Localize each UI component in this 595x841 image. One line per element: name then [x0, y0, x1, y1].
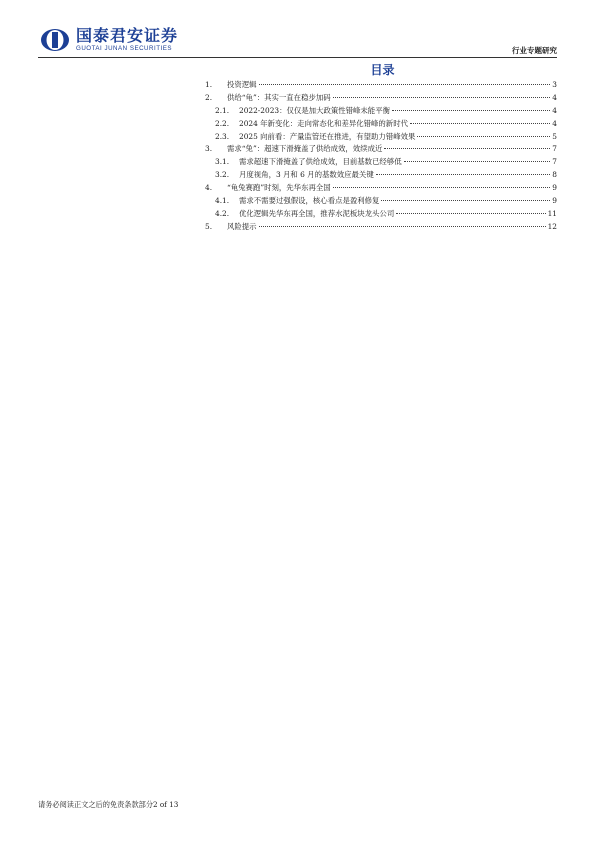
toc-entry-title: 需求不需要过强假设，核心看点是盈利修复: [239, 196, 380, 206]
toc-entry-title: 需求超速下滑掩盖了供给成效，目前基数已经够低: [239, 157, 402, 167]
toc-entry-page: 4: [552, 92, 557, 102]
toc-entry-title: 2025 向前看：产量监管还在推进，有望助力错峰效果: [239, 131, 416, 141]
toc-entry-page: 11: [547, 208, 557, 218]
toc-entry-page: 4: [552, 105, 557, 115]
toc-entry-title: 供给“龟”：其实一直在稳步加码: [227, 92, 331, 102]
toc-entry[interactable]: [205, 208, 557, 221]
toc-entry[interactable]: [205, 79, 557, 92]
toc-entry-page: 12: [547, 221, 557, 231]
toc-entry[interactable]: [205, 143, 557, 156]
header-divider: [38, 57, 557, 58]
toc-entry[interactable]: [205, 221, 557, 234]
toc-entry-title: 投资逻辑: [227, 80, 257, 89]
toc-dot-leader: [381, 200, 550, 201]
toc-entry[interactable]: [205, 92, 557, 105]
logo-chinese-name: 国泰君安证券: [76, 26, 179, 45]
toc-entry-page: 8: [552, 170, 557, 180]
toc-entry-title: 2024 年新变化：走向常态化和差异化错峰的新时代: [239, 118, 408, 128]
toc-entry[interactable]: [205, 195, 557, 208]
toc-entry[interactable]: [205, 169, 557, 182]
toc-dot-leader: [384, 148, 550, 149]
logo-english-name: GUOTAI JUNAN SECURITIES: [76, 45, 172, 52]
toc-entry-page: 3: [552, 80, 557, 89]
table-of-contents: [205, 79, 557, 234]
toc-entry-page: 9: [552, 183, 557, 193]
toc-entry[interactable]: [205, 131, 557, 144]
toc-dot-leader: [396, 213, 545, 214]
logo-emblem-icon: [40, 28, 70, 52]
toc-entry-number: 3.1.: [215, 157, 230, 167]
toc-entry[interactable]: [205, 118, 557, 131]
toc-dot-leader: [259, 226, 546, 227]
toc-dot-leader: [410, 123, 550, 124]
toc-entry-page: 7: [552, 144, 557, 154]
report-type-label: 行业专题研究: [512, 46, 557, 55]
toc-entry-title: 优化逻辑先华东再全国，推荐水泥板块龙头公司: [239, 208, 395, 218]
toc-entry-number: 2.2.: [215, 118, 230, 128]
toc-dot-leader: [404, 161, 551, 162]
toc-entry-number: 4.2.: [215, 208, 230, 218]
toc-entry-number: 3.2.: [215, 170, 230, 180]
toc-dot-leader: [392, 110, 550, 111]
toc-entry-title: 需求“兔”：超速下滑掩盖了供给成效，效续成近: [227, 144, 383, 154]
toc-entry-number: 1.: [205, 80, 213, 89]
toc-entry-number: 4.1.: [215, 196, 230, 206]
toc-entry-title: 月度视角，3 月和 6 月的基数效应最关键: [239, 170, 374, 180]
footer-disclaimer: 请务必阅读正文之后的免责条款部分2 of 13: [38, 800, 179, 809]
company-logo: [40, 26, 178, 54]
toc-entry-title: “龟兔赛跑”时刻，先华东再全国: [227, 183, 331, 193]
toc-entry-number: 2.: [205, 92, 213, 102]
toc-entry-page: 5: [552, 131, 557, 141]
toc-entry-number: 5.: [205, 221, 213, 231]
toc-entry[interactable]: [205, 105, 557, 118]
toc-entry-number: 3.: [205, 144, 213, 154]
toc-dot-leader: [417, 136, 550, 137]
toc-entry[interactable]: [205, 182, 557, 195]
toc-entry-page: 7: [552, 157, 557, 167]
toc-entry-title: 风险提示: [227, 221, 257, 231]
toc-entry-number: 4.: [205, 183, 213, 193]
toc-entry-page: 4: [552, 118, 557, 128]
toc-title: 目录: [370, 63, 395, 77]
toc-entry-title: 2022-2023：仅仅是加大政策性错峰未能平衡: [239, 105, 390, 115]
toc-entry[interactable]: [205, 156, 557, 169]
toc-dot-leader: [333, 97, 551, 98]
toc-entry-number: 2.3.: [215, 131, 230, 141]
toc-entry-page: 9: [552, 196, 557, 206]
toc-dot-leader: [259, 84, 551, 85]
toc-dot-leader: [376, 174, 551, 175]
toc-dot-leader: [333, 187, 551, 188]
toc-entry-number: 2.1.: [215, 105, 230, 115]
